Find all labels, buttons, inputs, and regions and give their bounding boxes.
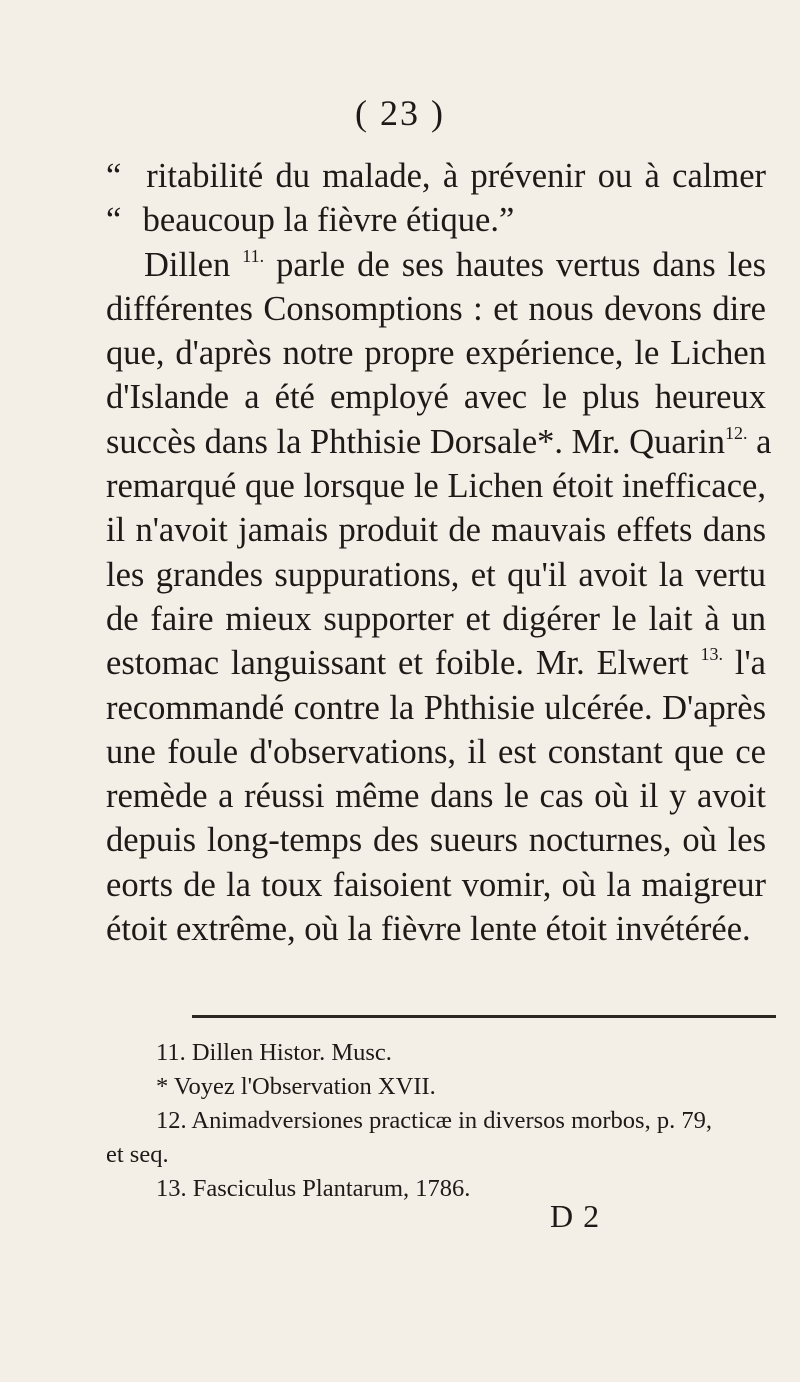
footnote-ref: 11.	[242, 245, 265, 266]
text-line: de faire mieux supporter et digérer le lait à un	[106, 599, 766, 638]
footnote-ref: 13.	[700, 644, 723, 665]
line-text: parle de ses hautes vertus dans les	[264, 245, 766, 284]
line-text: estomac languissant et foible. Mr. Elwert	[106, 644, 701, 683]
footnote-continuation: et seq.	[106, 1141, 169, 1168]
text-line: recommandé contre la Phthisie ulcérée. D'après	[106, 688, 766, 727]
text-line: depuis long-temps des sueurs nocturnes, où les	[106, 821, 766, 860]
footnote-ref: 12.	[724, 422, 748, 443]
quote-mark: “	[106, 201, 122, 240]
text-line	[106, 641, 766, 685]
text-line: remède a réussi même dans le cas où il y avoit	[106, 777, 766, 816]
text-line: remarqué que lorsque le Lichen étoit inefficace,	[106, 467, 766, 506]
text-line: étoit extrême, où la fièvre lente étoit invétérée.	[106, 910, 751, 949]
footnote: * Voyez l'Observation XVII.	[156, 1073, 436, 1100]
line-text: l'a	[722, 644, 766, 683]
text-line	[106, 154, 766, 198]
line-text: a	[747, 422, 772, 461]
text-line: les grandes suppurations, et qu'il avoit la vertu	[106, 555, 766, 594]
footnote: 12. Animadversiones practicæ in diversos morbos, p. 79,	[156, 1107, 712, 1134]
line-text: Dillen	[144, 245, 243, 284]
text-line: d'Islande a été employé avec le plus heureux	[106, 378, 766, 417]
text-line: différentes Consomptions : et nous devons dire	[106, 289, 766, 328]
text-line: que, d'après notre propre expérience, le Lichen	[106, 334, 766, 373]
page-number: ( 23 )	[355, 93, 445, 133]
footnote: 11. Dillen Histor. Musc.	[156, 1039, 392, 1066]
footnote: 13. Fasciculus Plantarum, 1786.	[156, 1175, 471, 1202]
footnotes	[106, 1036, 766, 1206]
text-line: eorts de la toux faisoient vomir, où la maigreur	[106, 865, 766, 904]
text-line	[106, 420, 772, 464]
line-text: succès dans la Phthisie Dorsale*. Mr. Quarin	[106, 422, 725, 461]
text-line	[106, 198, 766, 242]
text-line: une foule d'observations, il est constant que ce	[106, 732, 766, 771]
footnote-divider	[192, 1015, 776, 1018]
quote-mark: “	[106, 157, 122, 195]
text-line: il n'avoit jamais produit de mauvais effets dans	[106, 511, 766, 550]
line-text: ritabilité du malade, à prévenir ou à calmer	[134, 157, 766, 195]
main-text	[106, 154, 772, 951]
line-text: beaucoup la fièvre étique.”	[134, 201, 515, 240]
signature-mark: D 2	[550, 1198, 601, 1234]
text-line	[106, 243, 766, 287]
